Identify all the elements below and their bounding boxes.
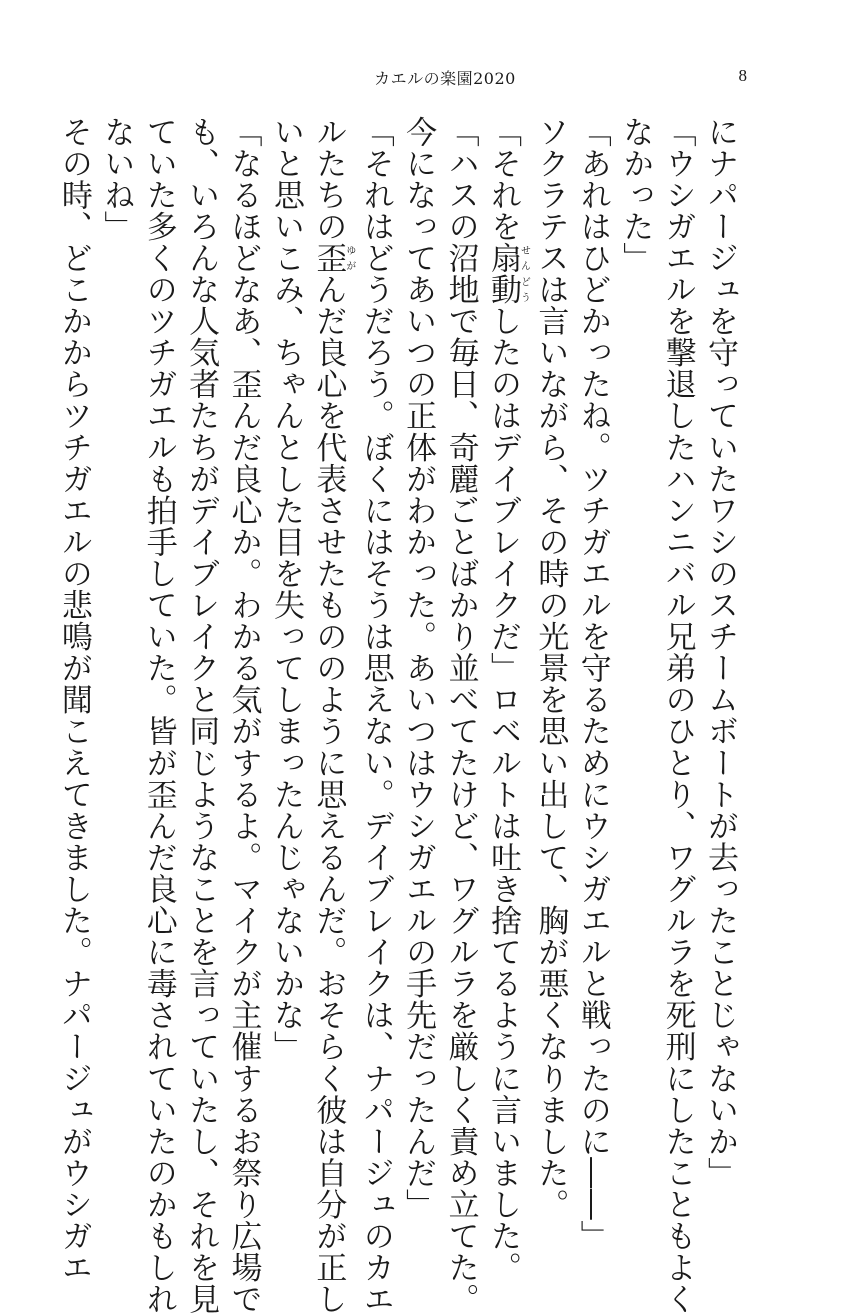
ruby-sendou: [484, 242, 530, 306]
ruby-yuga-base: 歪: [310, 242, 347, 274]
text-line-1: にナパージュを守っていたワシのスチームボートが去ったことじゃないか」: [702, 116, 738, 1189]
ruby-yuga-reading: ゆが: [343, 242, 355, 274]
text-line-9: 「それはどうだろう。ぼくにはそうは思えない。デイブレイクは、ナパージュのカエ: [357, 116, 394, 1315]
novel-body-text: [55, 116, 741, 1315]
text-line-5: ソクラテスは言いながら、その時の光景を思い出して、胸が悪くなりました。: [532, 116, 569, 1221]
running-title: カエルの楽園2020: [374, 69, 516, 88]
text-line-7: 「ハスの沼地で毎日、奇麗ごとばかり並べてたけど、ワグルラを厳しく責め立てた。: [442, 116, 479, 1315]
text-line-13: も、いろんな人気者たちがデイブレイクと同じようなことを言っていたし、それを見: [183, 116, 220, 1315]
text-line-11: いと思いこみ、ちゃんとした目を失ってしまったんじゃないかな」: [267, 116, 304, 1063]
text-line-4: 「あれはひどかったね。ツチガエルを守るためにウシガエルと戦ったのに――」: [574, 116, 611, 1252]
ruby-sendou-base: 扇動: [484, 242, 521, 306]
line-6-after-ruby: したのはデイブレイクだ」ロベルトは吐き捨てるように言いました。: [484, 305, 521, 1284]
line-10-after-ruby: んだ良心を代表させたもののように思えるんだ。おそらく彼は自分が正し: [310, 273, 347, 1315]
text-line-10: [307, 116, 355, 1315]
text-line-15: ないね」: [98, 116, 135, 243]
line-10-before-ruby: ルたちの: [310, 116, 347, 243]
text-line-3: なかった」: [617, 116, 654, 274]
ruby-yuga: [310, 242, 355, 274]
text-line-14: ていた多くのツチガエルも拍手していた。皆が歪んだ良心に毒されていたのかもしれ: [140, 116, 177, 1315]
ruby-sendou-reading: せんどう: [518, 242, 530, 306]
text-line-12: 「なるほどなあ、歪んだ良心か。わかる気がするよ。マイクが主催するお祭り広場で: [225, 116, 262, 1315]
text-line-6: [482, 116, 530, 1284]
text-line-8: 今になってあいつの正体がわかった。あいつはウシガエルの手先だったんだ」: [400, 116, 437, 1221]
page-number: 8: [738, 66, 747, 85]
line-6-before-ruby: 「それを: [484, 116, 521, 243]
text-line-16: その時、どこかからツチガエルの悲鳴が聞こえてきました。ナパージュがウシガエ: [55, 116, 92, 1284]
text-line-2: 「ウシガエルを撃退したハンニバル兄弟のひとり、ワグルラを死刑にしたこともよく: [659, 116, 696, 1315]
